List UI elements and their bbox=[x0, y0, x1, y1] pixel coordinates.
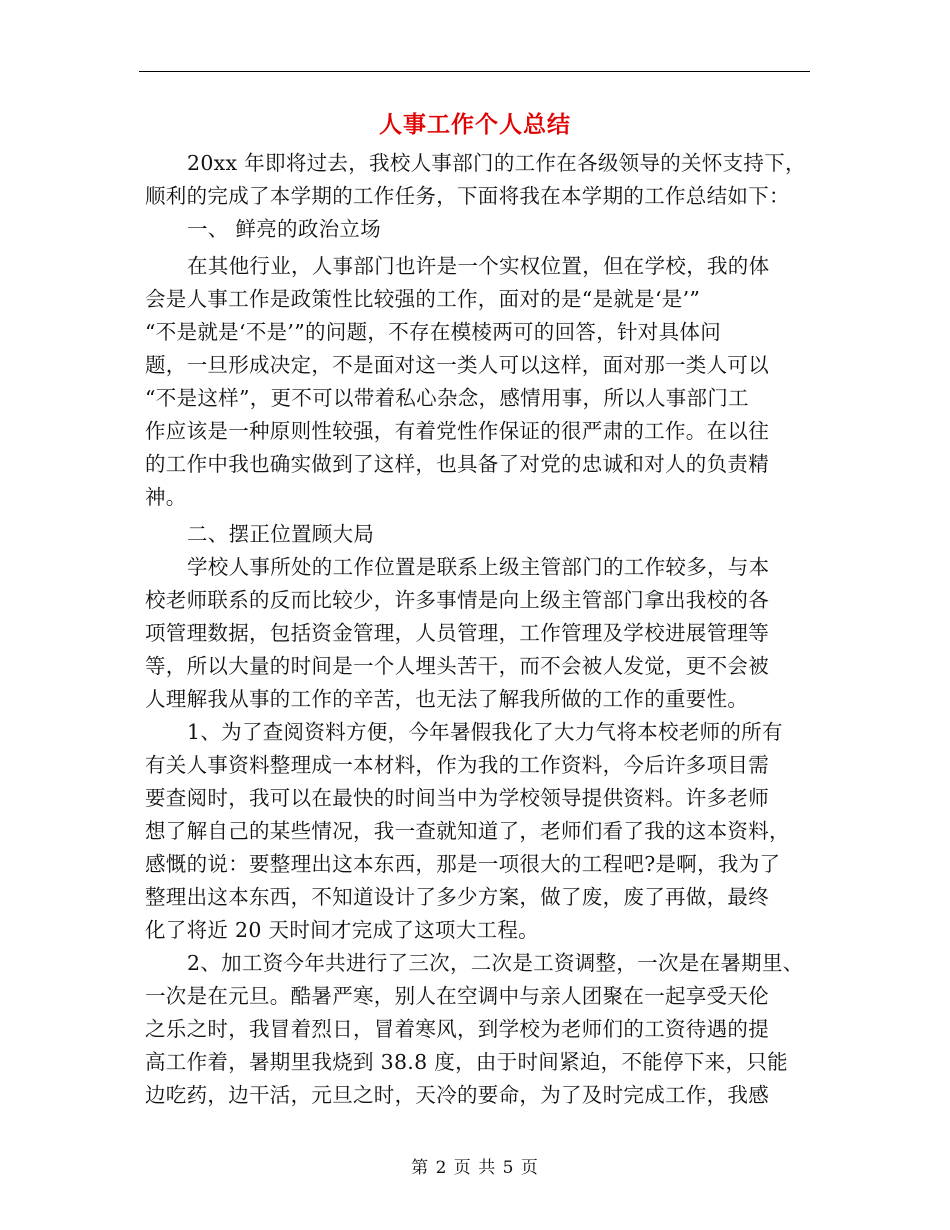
document-body bbox=[145, 147, 810, 1112]
text-line: “不是这样”，更不可以带着私心杂念，感情用事，所以人事部门工 bbox=[145, 386, 749, 410]
text-line: 会是人事工作是政策性比较强的工作，面对的是“是就是‘是’” bbox=[145, 287, 701, 311]
text-line: 项管理数据，包括资金管理，人员管理，工作管理及学校进展管理等 bbox=[145, 621, 769, 645]
text-line: 整理出这本东西，不知道设计了多少方案，做了废，废了再做，最终 bbox=[145, 885, 769, 909]
text-line: 顺利的完成了本学期的工作任务，下面将我在本学期的工作总结如下： bbox=[145, 184, 790, 208]
text-line: 的工作中我也确实做到了这样，也具备了对党的忠诚和对人的负责精 bbox=[145, 452, 769, 476]
header-rule bbox=[139, 71, 810, 72]
text-line: 作应该是一种原则性较强，有着党性作保证的很严肃的工作。在以往 bbox=[145, 419, 769, 443]
text-line: 在其他行业，人事部门也许是一个实权位置，但在学校，我的体 bbox=[187, 254, 770, 278]
text-line: 有关人事资料整理成一本材料，作为我的工作资料，今后许多项目需 bbox=[145, 753, 769, 777]
text-line: 等，所以大量的时间是一个人埋头苦干，而不会被人发觉，更不会被 bbox=[145, 654, 769, 678]
text-line: 20xx 年即将过去，我校人事部门的工作在各级领导的关怀支持下， bbox=[187, 151, 806, 175]
text-line: 学校人事所处的工作位置是联系上级主管部门的工作较多，与本 bbox=[187, 555, 770, 579]
text-line: 化了将近 20 天时间才完成了这项大工程。 bbox=[145, 918, 539, 942]
text-line: 校老师联系的反而比较少，许多事情是向上级主管部门拿出我校的各 bbox=[145, 588, 769, 612]
text-line: 边吃药，边干活，元旦之时，天冷的要命，为了及时完成工作，我感 bbox=[145, 1083, 769, 1107]
document-title: 人事工作个人总结 bbox=[379, 111, 571, 138]
page-footer: 第 2 页 共 5 页 bbox=[411, 1158, 539, 1178]
text-line: 感慨的说：要整理出这本东西，那是一项很大的工程吧?是啊，我为了 bbox=[145, 852, 781, 876]
section-heading: 二、摆正位置顾大局 bbox=[187, 522, 375, 546]
text-line: “不是就是‘不是’”的问题，不存在模棱两可的回答，针对具体问 bbox=[145, 320, 721, 344]
text-line: 1、为了查阅资料方便，今年暑假我化了大力气将本校老师的所有 bbox=[187, 720, 783, 744]
section-heading: 一、 鲜亮的政治立场 bbox=[187, 217, 382, 241]
text-line: 之乐之时，我冒着烈日，冒着寒风，到学校为老师们的工资待遇的提 bbox=[145, 1017, 769, 1041]
text-line: 要查阅时，我可以在最快的时间当中为学校领导提供资料。许多老师 bbox=[145, 786, 769, 810]
text-line: 题，一旦形成决定，不是面对这一类人可以这样，面对那一类人可以 bbox=[145, 353, 769, 377]
text-line: 神。 bbox=[145, 485, 187, 509]
text-line: 高工作着，暑期里我烧到 38.8 度，由于时间紧迫，不能停下来，只能 bbox=[145, 1050, 788, 1074]
text-line: 一次是在元旦。酷暑严寒，别人在空调中与亲人团聚在一起享受天伦 bbox=[145, 984, 769, 1008]
text-line: 想了解自己的某些情况，我一查就知道了，老师们看了我的这本资料， bbox=[145, 819, 790, 843]
text-line: 2、加工资今年共进行了三次，二次是工资调整，一次是在暑期里、 bbox=[187, 951, 804, 975]
text-line: 人理解我从事的工作的辛苦，也无法了解我所做的工作的重要性。 bbox=[145, 687, 749, 711]
